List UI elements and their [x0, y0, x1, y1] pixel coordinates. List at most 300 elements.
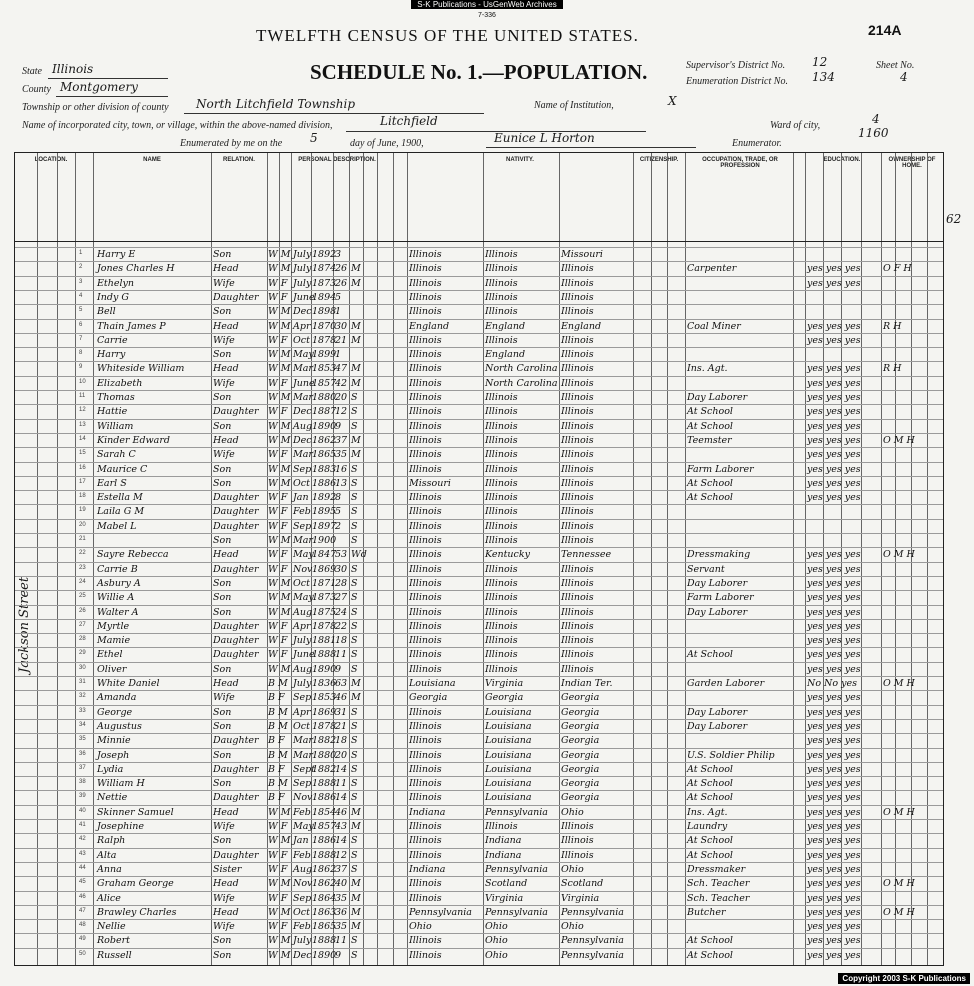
cell-ms: S	[351, 649, 358, 661]
cell-cr: B M	[268, 678, 288, 689]
cell-rel: Son	[213, 535, 232, 546]
cell-cr: W M	[268, 320, 291, 332]
cell-mo: Nov	[293, 792, 313, 804]
cell-mo: Jan	[293, 492, 309, 504]
line-number: 11	[79, 393, 86, 399]
cell-name: Maurice C	[97, 463, 148, 475]
cell-cr: W M	[268, 349, 291, 361]
cell-bp: Illinois	[409, 821, 442, 832]
cell-age: 14	[335, 763, 348, 775]
cell-age: 40	[335, 878, 348, 890]
cell-fbp: Virginia	[485, 892, 524, 904]
cell-bp: Illinois	[409, 463, 442, 475]
cell-yr: 1894	[312, 291, 337, 303]
state-underline	[48, 78, 168, 79]
cell-bp: Illinois	[409, 334, 442, 346]
cell-name: Hattie	[97, 406, 128, 418]
cell-ms: S	[351, 563, 358, 575]
cell-rel: Son	[213, 835, 232, 847]
cell-rel: Sister	[213, 863, 242, 875]
cell-rel: Head	[213, 434, 239, 446]
cell-ms: S	[351, 535, 358, 546]
relation-header: RELATION.	[223, 157, 255, 163]
cell-mbp: England	[561, 320, 602, 332]
cell-yr: 1886	[312, 792, 337, 804]
cell-edu: yes yes yes	[807, 620, 861, 632]
cell-fbp: Indiana	[485, 835, 522, 847]
cell-yr: 1865	[312, 449, 337, 461]
cell-fbp: Louisiana	[485, 763, 532, 775]
cell-mbp: Illinois	[561, 520, 594, 532]
cell-cr: W M	[268, 577, 291, 589]
cell-ms: S	[351, 735, 358, 747]
cell-cr: W M	[268, 806, 291, 818]
cell-age: 1	[335, 306, 342, 318]
cell-mo: Mar	[293, 449, 313, 461]
cell-yr: 1887	[312, 406, 337, 418]
cell-bp: Illinois	[409, 949, 442, 961]
cell-edu: yes yes yes	[807, 549, 861, 561]
cell-mbp: Georgia	[561, 792, 600, 804]
cell-age: 9	[335, 663, 342, 675]
cell-age: 11	[335, 649, 348, 661]
ward-label: Ward of city,	[770, 120, 821, 131]
cell-edu: No No yes	[807, 678, 857, 689]
table-row	[15, 390, 943, 405]
cell-name: Carrie	[97, 334, 128, 346]
cell-age: 30	[335, 563, 348, 575]
cell-ms: S	[351, 592, 358, 604]
cell-ms: M	[351, 692, 361, 704]
cell-name: Walter A	[97, 606, 139, 618]
cell-bp: Illinois	[409, 649, 442, 661]
cell-rel: Daughter	[213, 520, 259, 532]
name-header: NAME	[143, 157, 161, 163]
nativity-header: NATIVITY.	[506, 157, 534, 163]
sheet-label: Sheet No.	[876, 60, 915, 71]
cell-yr: 1869	[312, 563, 337, 575]
cell-bp: Illinois	[409, 449, 442, 461]
cell-age: 9	[335, 949, 342, 961]
cell-fbp: Illinois	[485, 592, 518, 604]
cell-cr: B M	[268, 778, 288, 790]
cell-mo: Mar	[293, 749, 313, 761]
cell-cr: W M	[268, 363, 291, 375]
cell-mbp: Illinois	[561, 492, 594, 504]
cell-ms: S	[351, 620, 358, 632]
cell-rel: Son	[213, 606, 232, 618]
cell-yr: 1882	[312, 763, 337, 775]
cell-mo: June	[293, 291, 315, 303]
cell-edu: yes yes yes	[807, 606, 861, 618]
margin-note: 1160	[858, 126, 889, 140]
cell-name: Harry E	[97, 249, 136, 260]
cell-age: 53	[335, 549, 348, 561]
cell-fbp: Illinois	[485, 492, 518, 504]
cell-rel: Wife	[213, 821, 235, 832]
cell-mbp: Pennsylvania	[561, 935, 624, 947]
cell-fbp: Illinois	[485, 420, 518, 432]
cell-name: Asbury A	[97, 577, 141, 589]
cell-age: 20	[335, 749, 348, 761]
table-row	[15, 605, 943, 620]
cell-mo: June	[293, 377, 315, 389]
cell-age: 11	[335, 935, 348, 947]
cell-yr: 1892	[312, 249, 337, 260]
table-row	[15, 891, 943, 906]
cell-edu: yes yes yes	[807, 863, 861, 875]
cell-occ: Day Laborer	[687, 577, 748, 589]
cell-occ: Farm Laborer	[687, 592, 754, 604]
line-number: 16	[79, 464, 86, 471]
cell-yr: 1870	[312, 320, 337, 332]
enumerator-label: Enumerator.	[732, 138, 782, 149]
table-row	[15, 876, 943, 891]
table-row	[15, 304, 943, 319]
cell-rel: Daughter	[213, 849, 259, 861]
cell-cr: W M	[268, 663, 291, 675]
line-number: 37	[79, 764, 86, 771]
line-number: 31	[79, 679, 86, 685]
cell-occ: Day Laborer	[687, 606, 748, 618]
line-number: 30	[79, 664, 86, 671]
cell-age: 47	[335, 363, 348, 375]
cell-bp: Illinois	[409, 577, 442, 589]
cell-bp: Louisiana	[409, 678, 456, 689]
line-number: 4	[79, 292, 83, 299]
cell-yr: 1869	[312, 706, 337, 718]
cell-name: Laila G M	[97, 506, 145, 518]
cell-yr: 1873	[312, 592, 337, 604]
cell-age: 18	[335, 735, 348, 747]
enum-day: 5	[310, 131, 318, 145]
cell-cr: B M	[268, 720, 288, 732]
cell-cr: W F	[268, 620, 288, 632]
table-row	[15, 905, 943, 920]
table-row	[15, 547, 943, 562]
table-row	[15, 776, 943, 791]
cell-cr: W F	[268, 449, 288, 461]
cell-fbp: Illinois	[485, 649, 518, 661]
cell-age: 46	[335, 692, 348, 704]
cell-mo: Aug	[293, 606, 313, 618]
cell-bp: Illinois	[409, 377, 442, 389]
cell-mo: Dec	[293, 406, 312, 418]
cell-rel: Daughter	[213, 735, 259, 747]
cell-own: O M H	[883, 878, 915, 890]
table-row	[15, 347, 943, 362]
table-row	[15, 419, 943, 434]
cell-bp: Illinois	[409, 735, 442, 747]
cell-edu: yes yes yes	[807, 878, 861, 890]
cell-edu: yes yes yes	[807, 392, 861, 403]
cell-name: Anna	[97, 863, 122, 875]
cell-yr: 1878	[312, 720, 337, 732]
cell-cr: W M	[268, 535, 291, 546]
cell-rel: Daughter	[213, 492, 259, 504]
cell-name: Harry	[97, 349, 126, 361]
cell-age: 46	[335, 806, 348, 818]
cell-mbp: Tennessee	[561, 549, 612, 561]
cell-name: William H	[97, 778, 145, 790]
cell-age: 63	[335, 678, 348, 689]
cell-cr: W M	[268, 392, 291, 403]
cell-fbp: Illinois	[485, 663, 518, 675]
cell-mo: May	[293, 349, 314, 361]
cell-yr: 1854	[312, 806, 337, 818]
cell-mo: Feb	[293, 506, 311, 518]
cell-mbp: Illinois	[561, 849, 594, 861]
line-number: 5	[79, 307, 83, 314]
enumerator-name: Eunice L Horton	[494, 131, 595, 145]
cell-occ: At School	[687, 792, 733, 804]
cell-name: Russell	[97, 949, 132, 961]
cell-ms: M	[351, 921, 361, 933]
table-row	[15, 447, 943, 462]
line-number: 40	[79, 807, 86, 814]
cell-yr: 1895	[312, 506, 337, 518]
cell-ms: S	[351, 420, 358, 432]
cell-cr: B F	[268, 792, 285, 804]
cell-mo: July	[293, 277, 312, 289]
cell-edu: yes yes yes	[807, 320, 861, 332]
cell-edu: yes yes yes	[807, 720, 861, 732]
cell-edu: yes yes yes	[807, 277, 861, 289]
cell-rel: Daughter	[213, 620, 259, 632]
cell-ms: S	[351, 520, 358, 532]
cell-occ: Coal Miner	[687, 320, 741, 332]
cell-mbp: Illinois	[561, 635, 594, 647]
cell-own: O M H	[883, 906, 915, 918]
cell-age: 2	[335, 520, 342, 532]
city-label: Name of incorporated city, town, or village, within the above-named division,	[22, 120, 333, 131]
cell-name: Thomas	[97, 392, 135, 403]
cell-mo: May	[293, 592, 314, 604]
cell-mo: Feb	[293, 806, 311, 818]
cell-age: 43	[335, 821, 348, 832]
cell-mo: Oct	[293, 334, 310, 346]
table-row	[15, 933, 943, 948]
cell-edu: yes yes yes	[807, 363, 861, 375]
cell-fbp: Louisiana	[485, 720, 532, 732]
cell-rel: Head	[213, 678, 239, 689]
cell-occ: At School	[687, 492, 733, 504]
table-row	[15, 433, 943, 448]
cell-ms: S	[351, 778, 358, 790]
cell-edu: yes yes yes	[807, 692, 861, 704]
cell-fbp: Illinois	[485, 606, 518, 618]
ed-value: 134	[812, 70, 835, 84]
cell-mbp: Illinois	[561, 449, 594, 461]
cell-age: 35	[335, 921, 348, 933]
cell-bp: Illinois	[409, 420, 442, 432]
cell-cr: W F	[268, 406, 288, 418]
cell-mo: May	[293, 821, 314, 832]
cell-ms: S	[351, 406, 358, 418]
cell-fbp: Illinois	[485, 306, 518, 318]
line-number: 27	[79, 621, 86, 628]
cell-occ: Butcher	[687, 906, 726, 918]
cell-name: Elizabeth	[97, 377, 143, 389]
cell-ms: M	[351, 678, 361, 689]
form-number: 7-336	[478, 12, 496, 19]
cell-mo: Sep	[293, 778, 312, 790]
line-number: 44	[79, 864, 86, 871]
cell-rel: Wife	[213, 377, 235, 389]
cell-ms: M	[351, 320, 361, 332]
line-number: 10	[79, 378, 86, 385]
cell-mo: July	[293, 263, 312, 275]
cell-rel: Son	[213, 420, 232, 432]
cell-mo: Sep	[293, 892, 312, 904]
cell-age: 12	[335, 406, 348, 418]
cell-name: Nettie	[97, 792, 128, 804]
cell-mbp: Illinois	[561, 535, 594, 546]
cell-edu: yes yes yes	[807, 635, 861, 647]
cell-edu: yes yes yes	[807, 892, 861, 904]
line-number: 18	[79, 493, 86, 500]
cell-mo: Oct	[293, 720, 310, 732]
table-row	[15, 519, 943, 534]
cell-cr: W M	[268, 835, 291, 847]
cell-fbp: Illinois	[485, 263, 518, 275]
cell-mbp: Ohio	[561, 806, 584, 818]
cell-bp: Indiana	[409, 863, 446, 875]
cell-bp: Pennsylvania	[409, 906, 472, 918]
line-number: 20	[79, 521, 86, 528]
table-row	[15, 533, 943, 548]
cell-name: Myrtle	[97, 620, 130, 632]
cell-bp: England	[409, 320, 450, 332]
cell-ms: M	[351, 277, 361, 289]
cell-age: 11	[335, 778, 348, 790]
cell-mbp: Illinois	[561, 434, 594, 446]
cell-fbp: Illinois	[485, 577, 518, 589]
cell-yr: 1880	[312, 392, 337, 403]
cell-mbp: Pennsylvania	[561, 906, 624, 918]
cell-yr: 1886	[312, 477, 337, 489]
cell-bp: Ohio	[409, 921, 432, 933]
cell-ms: S	[351, 392, 358, 403]
cell-mo: July	[293, 935, 312, 947]
cell-rel: Head	[213, 906, 239, 918]
table-row	[15, 619, 943, 634]
table-row	[15, 562, 943, 577]
cell-yr: 1878	[312, 334, 337, 346]
enum-month: day of June, 1900,	[350, 138, 424, 149]
table-row	[15, 504, 943, 519]
cell-fbp: Illinois	[485, 620, 518, 632]
banner-text: S-K Publications - UsGenWeb Archives	[411, 0, 562, 9]
county-label: County	[22, 84, 51, 95]
table-row	[15, 290, 943, 305]
cell-ms: S	[351, 492, 358, 504]
cell-name: Thain James P	[97, 320, 166, 332]
line-number: 17	[79, 478, 86, 485]
table-row	[15, 790, 943, 805]
cell-bp: Illinois	[409, 620, 442, 632]
cell-edu: yes yes yes	[807, 835, 861, 847]
cell-cr: W M	[268, 434, 291, 446]
cell-mo: Sep	[293, 692, 312, 704]
cell-cr: W M	[268, 420, 291, 432]
line-number: 28	[79, 636, 86, 643]
cell-ms: S	[351, 792, 358, 804]
cell-age: 27	[335, 592, 348, 604]
cell-ms: M	[351, 434, 361, 446]
cell-bp: Illinois	[409, 663, 442, 675]
cell-name: White Daniel	[97, 678, 160, 689]
cell-mo: Mar	[293, 735, 313, 747]
cell-mbp: Illinois	[561, 263, 594, 275]
line-number: 41	[79, 822, 86, 828]
cell-cr: W F	[268, 849, 288, 861]
table-row	[15, 319, 943, 334]
cell-edu: yes yes yes	[807, 763, 861, 775]
cell-age: 35	[335, 892, 348, 904]
cell-rel: Son	[213, 778, 232, 790]
cell-age: 28	[335, 577, 348, 589]
cell-mo: Aug	[293, 420, 313, 432]
cell-ms: S	[351, 706, 358, 718]
cell-bp: Illinois	[409, 778, 442, 790]
state-label: State	[22, 66, 42, 77]
cell-name: Indy G	[97, 291, 129, 303]
line-number: 7	[79, 335, 83, 342]
cell-mo: Nov	[293, 563, 313, 575]
line-number: 49	[79, 936, 86, 943]
cell-age: 37	[335, 863, 348, 875]
cell-occ: Ins. Agt.	[687, 806, 728, 818]
cell-occ: Garden Laborer	[687, 678, 765, 689]
cell-mbp: Illinois	[561, 349, 594, 361]
side-note: 62	[946, 212, 962, 226]
line-number: 9	[79, 364, 83, 371]
cell-rel: Wife	[213, 921, 235, 933]
cell-ms: M	[351, 806, 361, 818]
cell-ms: S	[351, 849, 358, 861]
township-label: Township or other division of county	[22, 102, 169, 113]
cell-rel: Son	[213, 720, 232, 732]
line-number: 47	[79, 907, 86, 914]
cell-occ: Day Laborer	[687, 392, 748, 403]
cell-rel: Son	[213, 349, 232, 361]
cell-bp: Illinois	[409, 249, 442, 260]
cell-fbp: Illinois	[485, 277, 518, 289]
state-value: Illinois	[52, 62, 94, 76]
cell-occ: Teemster	[687, 434, 732, 446]
cell-rel: Wife	[213, 892, 235, 904]
schedule-title: SCHEDULE No. 1.—POPULATION.	[310, 60, 648, 84]
cell-yr: 1862	[312, 434, 337, 446]
cell-bp: Illinois	[409, 434, 442, 446]
cell-ms: M	[351, 892, 361, 904]
cell-yr: 1863	[312, 906, 337, 918]
cell-name: Robert	[97, 935, 130, 947]
cell-mo: Nov	[293, 878, 313, 890]
ward-value: 4	[872, 112, 880, 126]
cell-edu: yes yes yes	[807, 477, 861, 489]
cell-fbp: Illinois	[485, 249, 518, 260]
cell-cr: W F	[268, 506, 288, 518]
table-row	[15, 376, 943, 391]
cell-fbp: England	[485, 349, 526, 361]
cell-rel: Daughter	[213, 635, 259, 647]
cell-name: Amanda	[97, 692, 137, 704]
cell-fbp: Illinois	[485, 449, 518, 461]
cell-ms: S	[351, 635, 358, 647]
cell-bp: Illinois	[409, 849, 442, 861]
